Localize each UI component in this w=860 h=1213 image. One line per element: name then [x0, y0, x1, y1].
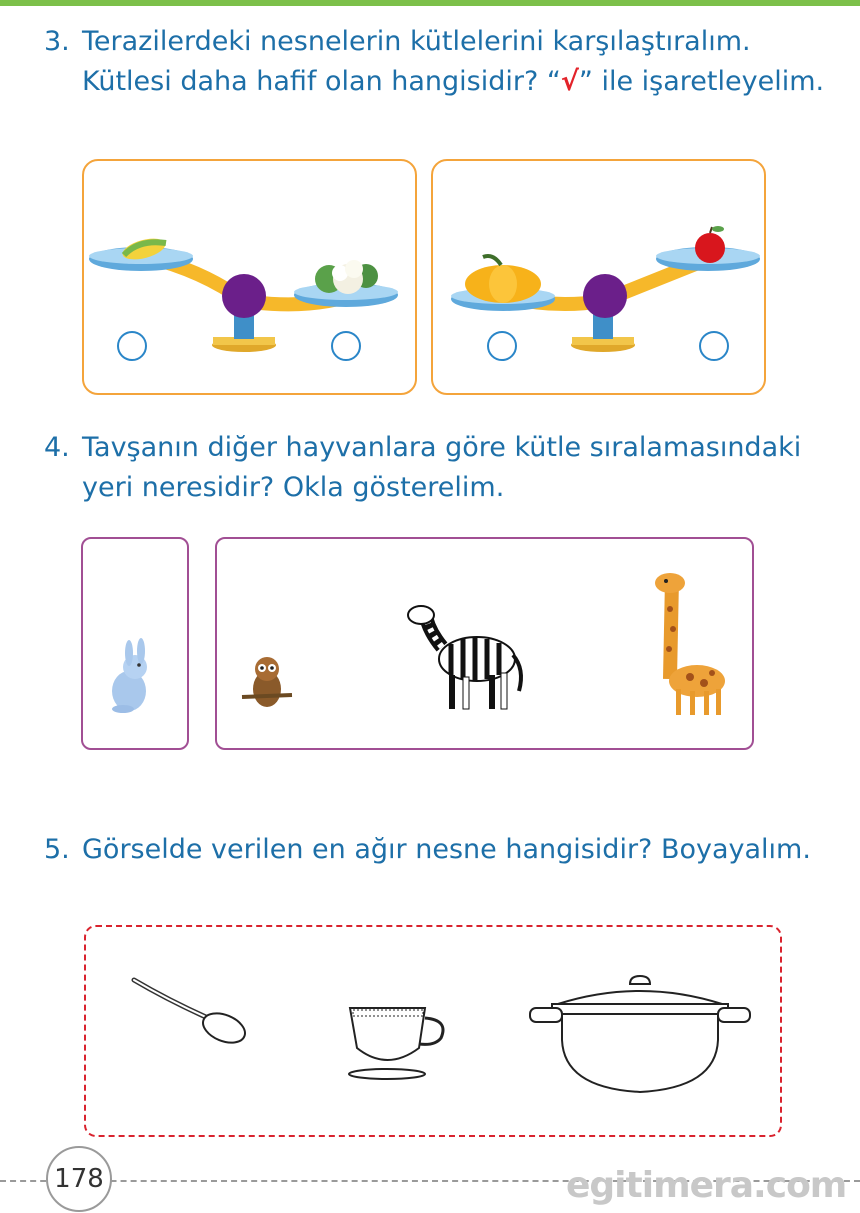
question-text-line1: Tavşanın diğer hayvanlara göre kütle sıralamasındaki [82, 432, 802, 463]
teacup-image[interactable] [345, 1000, 455, 1080]
answer-circle-cauliflower[interactable] [331, 331, 361, 361]
question-5 [44, 830, 844, 870]
check-mark: √ [560, 66, 579, 97]
question-text-line2: yeri neresidir? Okla gösterelim. [82, 472, 505, 503]
question-3 [44, 22, 844, 102]
question-number: 3. [44, 26, 70, 57]
animals-panel [215, 537, 754, 750]
spoon-image[interactable] [128, 970, 258, 1060]
rabbit-panel [81, 537, 189, 750]
zebra-image [407, 599, 537, 719]
rabbit-image [83, 539, 191, 752]
top-green-bar [0, 0, 860, 6]
question-number: 4. [44, 432, 70, 463]
scale-panel-left [82, 159, 417, 395]
answer-circle-corn[interactable] [117, 331, 147, 361]
balance-scale-pumpkin-apple [433, 161, 768, 397]
giraffe-image [642, 569, 742, 719]
question-text-line1: Terazilerdeki nesnelerin kütlelerini karşılaştıralım. [82, 26, 751, 57]
question-text-line2: Kütlesi daha hafif olan hangisidir? “√” ile işaretleyelim. [82, 66, 825, 97]
scale-panel-right [431, 159, 766, 395]
owl-image [232, 651, 302, 721]
question-4 [44, 428, 844, 508]
answer-circle-pumpkin[interactable] [487, 331, 517, 361]
question-text-line1: Görselde verilen en ağır nesne hangisidir? Boyayalım. [82, 834, 811, 865]
page-number: 178 [46, 1146, 112, 1212]
pot-image[interactable] [528, 970, 758, 1100]
answer-circle-apple[interactable] [699, 331, 729, 361]
watermark-logo: egitimera.com [566, 1165, 847, 1206]
balance-scale-corn-cauliflower [84, 161, 419, 397]
question-number: 5. [44, 834, 70, 865]
